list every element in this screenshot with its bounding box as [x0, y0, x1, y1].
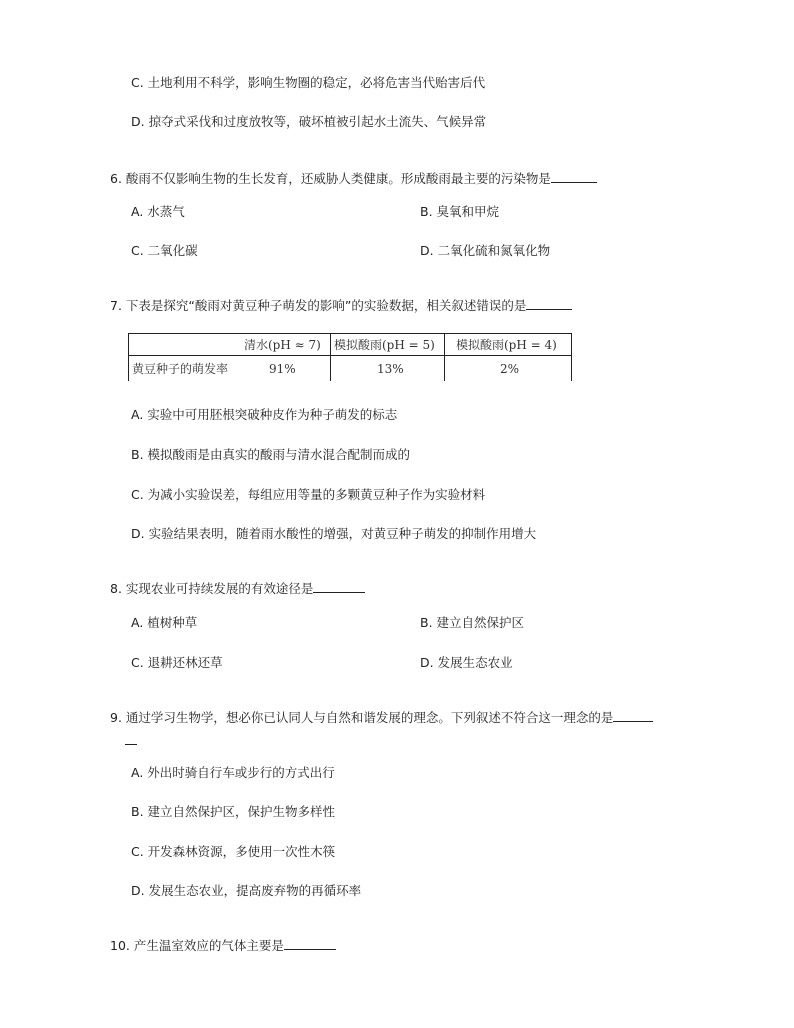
q9-answer-blank-tail[interactable]	[125, 735, 137, 745]
table-left-border	[128, 333, 129, 381]
q7-option-c: C. 为减小实验误差，每组应用等量的多颗黄豆种子作为实验材料	[131, 487, 486, 502]
q6-option-d: D. 二氧化硫和氮氧化物	[420, 243, 551, 258]
table-value-col1: 91%	[269, 362, 296, 376]
q8-option-c: C. 退耕还林还草	[131, 655, 223, 670]
table-mid-rule	[128, 355, 572, 356]
q8-option-d: D. 发展生态农业	[420, 655, 513, 670]
table-top-rule	[128, 333, 572, 334]
q7-option-d: D. 实验结果表明，随着雨水酸性的增强，对黄豆种子萌发的抑制作用增大	[131, 526, 537, 541]
q5-option-c: C. 土地利用不科学，影响生物圈的稳定，必将危害当代贻害后代	[131, 75, 486, 90]
q6-stem	[110, 171, 597, 187]
q10-answer-blank[interactable]	[284, 938, 336, 950]
q8-option-b: B. 建立自然保护区	[420, 615, 525, 630]
table-header-col3: 模拟酸雨(pH = 4)	[456, 338, 557, 352]
q7-option-a: A. 实验中可用胚根突破种皮作为种子萌发的标志	[131, 407, 398, 422]
q6-option-b: B. 臭氧和甲烷	[420, 204, 500, 219]
q7-answer-blank[interactable]	[526, 298, 572, 310]
table-col-divider-2	[444, 333, 445, 381]
table-row-label: 黄豆种子的萌发率	[132, 362, 229, 376]
table-right-border	[571, 333, 572, 381]
q6-stem-text: 6. 酸雨不仅影响生物的生长发育，还威胁人类健康。形成酸雨最主要的污染物是	[110, 171, 551, 186]
q9-option-a: A. 外出时骑自行车或步行的方式出行	[131, 765, 335, 780]
q6-answer-blank[interactable]	[551, 171, 597, 183]
q5-option-d: D. 掠夺式采伐和过度放牧等，破坏植被引起水土流失、气候异常	[131, 114, 487, 129]
table-col-divider-1	[330, 333, 331, 381]
q8-stem	[110, 581, 365, 597]
q8-answer-blank[interactable]	[313, 581, 365, 593]
q7-stem	[110, 298, 572, 314]
q9-option-b: B. 建立自然保护区，保护生物多样性	[131, 804, 336, 819]
q8-stem-text: 8. 实现农业可持续发展的有效途径是	[110, 581, 314, 596]
q7-data-table	[128, 333, 572, 381]
q9-stem	[110, 710, 653, 726]
q8-option-a: A. 植树种草	[131, 615, 198, 630]
q6-option-a: A. 水蒸气	[131, 204, 185, 219]
q10-stem-text: 10. 产生温室效应的气体主要是	[110, 938, 284, 953]
table-value-col2: 13%	[377, 362, 404, 376]
q9-blank-continuation	[125, 733, 137, 749]
q6-option-c: C. 二氧化碳	[131, 243, 198, 258]
q9-option-c: C. 开发森林资源，多使用一次性木筷	[131, 844, 336, 859]
table-value-col3: 2%	[500, 362, 520, 376]
q10-stem	[110, 938, 336, 954]
table-header-col2: 模拟酸雨(pH = 5)	[334, 338, 435, 352]
q9-stem-text: 9. 通过学习生物学，想必你已认同人与自然和谐发展的理念。下列叙述不符合这一理念的是	[110, 710, 614, 725]
q7-stem-text: 7. 下表是探究“酸雨对黄豆种子萌发的影响”的实验数据，相关叙述错误的是	[110, 298, 527, 313]
table-header-col1: 清水(pH ≈ 7)	[244, 338, 321, 352]
q9-answer-blank[interactable]	[613, 710, 653, 722]
q7-option-b: B. 模拟酸雨是由真实的酸雨与清水混合配制而成的	[131, 447, 411, 462]
q9-option-d: D. 发展生态农业，提高废弃物的再循环率	[131, 883, 362, 898]
